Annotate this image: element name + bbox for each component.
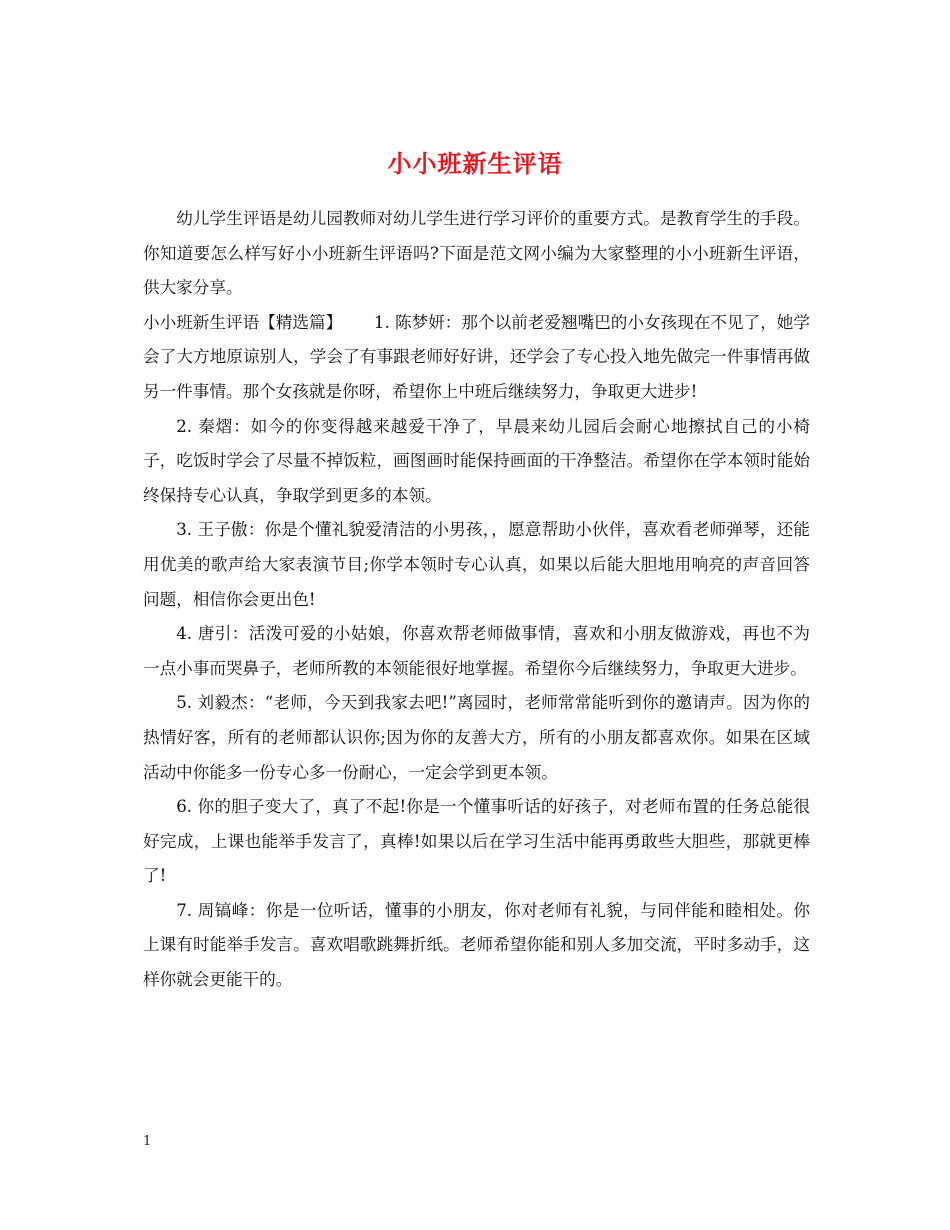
- intro-paragraph: 幼儿学生评语是幼儿园教师对幼儿学生进行学习评价的重要方式。是教育学生的手段。你知道要怎么样写好小小班新生评语吗?下面是范文网小编为大家整理的小小班新生评语，供大家分享。: [143, 209, 810, 298]
- document-body: [143, 202, 810, 998]
- comment-item-7: 7. 周镐峰：你是一位听话，懂事的小朋友，你对老师有礼貌，与同伴能和睦相处。你上课有时能举手发言。喜欢唱歌跳舞折纸。老师希望你能和别人多加交流，平时多动手，这样你就会更能干的。: [143, 900, 810, 990]
- section-gap: [342, 313, 374, 332]
- comment-item-6: 6. 你的胆子变大了，真了不起!你是一个懂事听话的好孩子，对老师布置的任务总能很好完成，上课也能举手发言了，真棒!如果以后在学习生活中能再勇敢些大胆些，那就更棒了!: [143, 797, 810, 886]
- comment-item-2: 2. 秦熠：如今的你变得越来越爱干净了，早晨来幼儿园后会耐心地擦拭自己的小椅子，吃饭时学会了尽量不掉饭粒，画图画时能保持画面的干净整洁。希望你在学本领时能始终保持专心认真，争取学到更多的本领。: [143, 416, 810, 505]
- page-number: 1: [143, 1134, 152, 1149]
- section-heading: 小小班新生评语【精选篇】: [143, 312, 343, 332]
- comment-item-1: 1. 陈梦妍：那个以前老爱翘嘴巴的小女孩现在不见了，她学会了大方地原谅别人，学会了有事跟老师好好讲，还学会了专心投入地先做完一件事情再做另一件事情。那个女孩就是你呀，希望你上中班后继续努力，争取更大进步!: [143, 312, 810, 401]
- comment-item-5: 5. 刘毅杰：“老师，今天到我家去吧!”离园时，老师常常能听到你的邀请声。因为你的热情好客，所有的老师都认识你;因为你的友善大方，所有的小朋友都喜欢你。如果在区域活动中你能多一份专心多一份耐心，一定会学到更本领。: [143, 693, 810, 782]
- section-paragraph: [143, 306, 810, 410]
- document-title: 小小班新生评语: [387, 149, 563, 179]
- comment-item-4: 4. 唐引：活泼可爱的小姑娘，你喜欢帮老师做事情，喜欢和小朋友做游戏，再也不为一点小事而哭鼻子，老师所教的本领能很好地掌握。希望你今后继续努力，争取更大进步。: [143, 624, 810, 678]
- comment-item-3: 3. 王子傲：你是个懂礼貌爱清洁的小男孩，，愿意帮助小伙伴，喜欢看老师弹琴，还能用优美的歌声给大家表演节目;你学本领时专心认真，如果以后能大胆地用响亮的声音回答问题，相信你会更出色!: [143, 520, 810, 609]
